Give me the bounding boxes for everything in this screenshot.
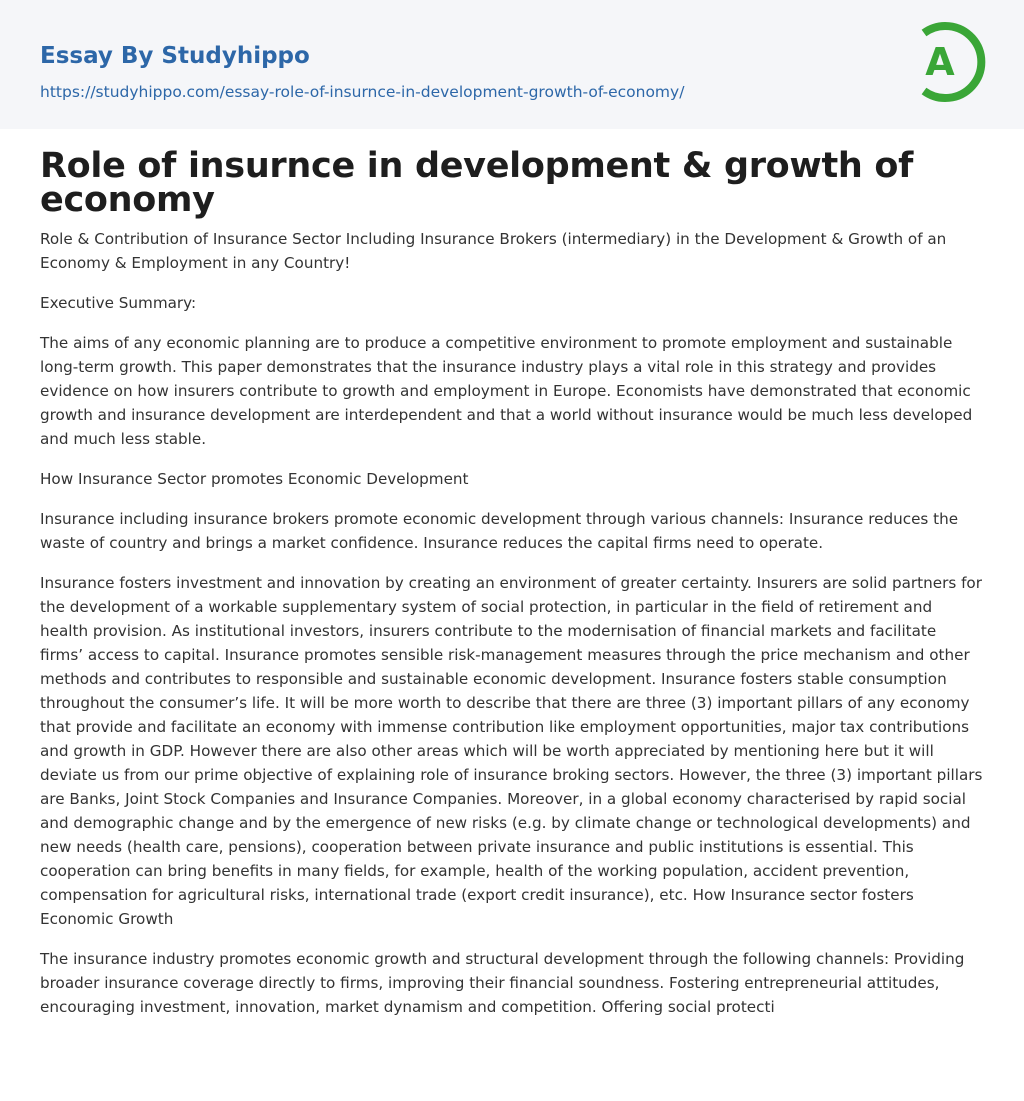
article-body <box>0 129 1024 1019</box>
intro-paragraph: Role & Contribution of Insurance Sector Including Insurance Brokers (intermediary) in the Development & Growth of an Economy & Employment in any Country! <box>40 230 947 272</box>
growth-paragraph: The insurance industry promotes economic growth and structural development through the following channels: Providing broader insurance coverage directly to firms, improving their financial soundness. Fostering entrepreneurial attitudes, encouraging investment, innovation, market dynamism and competition. Offering social protecti <box>40 950 965 1016</box>
channels-paragraph: Insurance including insurance brokers promote economic development through various channels: Insurance reduces the waste of country and brings a market confidence. Insurance reduces the capital firms need to operate. <box>40 510 959 552</box>
section-heading-executive-summary: Executive Summary: <box>40 294 197 312</box>
page-title: Role of insurnce in development & growth of economy <box>40 146 914 220</box>
section-heading-economic-development: How Insurance Sector promotes Economic Development <box>40 470 469 488</box>
studyhippo-logo-icon[interactable] <box>912 18 986 106</box>
site-title[interactable]: Essay By Studyhippo <box>40 43 310 69</box>
essay-url-link[interactable]: https://studyhippo.com/essay-role-of-insurnce-in-development-growth-of-economy/ <box>40 83 685 101</box>
investment-paragraph: Insurance fosters investment and innovation by creating an environment of greater certainty. Insurers are solid partners for the development of a workable supplementary system of social protection, in particular in the field of retirement and health provision. As institutional investors, insurers contribute to the modernisation of financial markets and facilitate firms’ access to capital. Insurance promotes sensible risk-management measures through the price mechanism and other methods and contributes to responsible and sustainable economic development. Insurance fosters stable consumption throughout the consumer’s life. It will be more worth to describe that there are three (3) important pillars of any economy that provide and facilitate an economy with immense contribution like employment opportunities, major tax contributions and growth in GDP. However there are also other areas which will be worth appreciated by mentioning here but it will deviate us from our prime objective of explaining role of insurance broking sectors. However, the three (3) important pillars are Banks, Joint Stock Companies and Insurance Companies. Moreover, in a global economy characterised by rapid social and demographic change and by the emergence of new risks (e.g. by climate change or technological developments) and new needs (health care, pensions), cooperation between private insurance and public institutions is essential. This cooperation can bring benefits in many fields, for example, health of the working population, accident prevention, compensation for agricultural risks, international trade (export credit insurance), etc. How Insurance sector fosters Economic Growth <box>40 574 983 928</box>
logo-letter: A <box>925 40 955 84</box>
site-header <box>0 0 1024 129</box>
summary-paragraph: The aims of any economic planning are to produce a competitive environment to promote employment and sustainable long-term growth. This paper demonstrates that the insurance industry plays a vital role in this strategy and provides evidence on how insurers contribute to growth and employment in Europe. Economists have demonstrated that economic growth and insurance development are interdependent and that a world without insurance would be much less developed and much less stable. <box>40 334 973 448</box>
